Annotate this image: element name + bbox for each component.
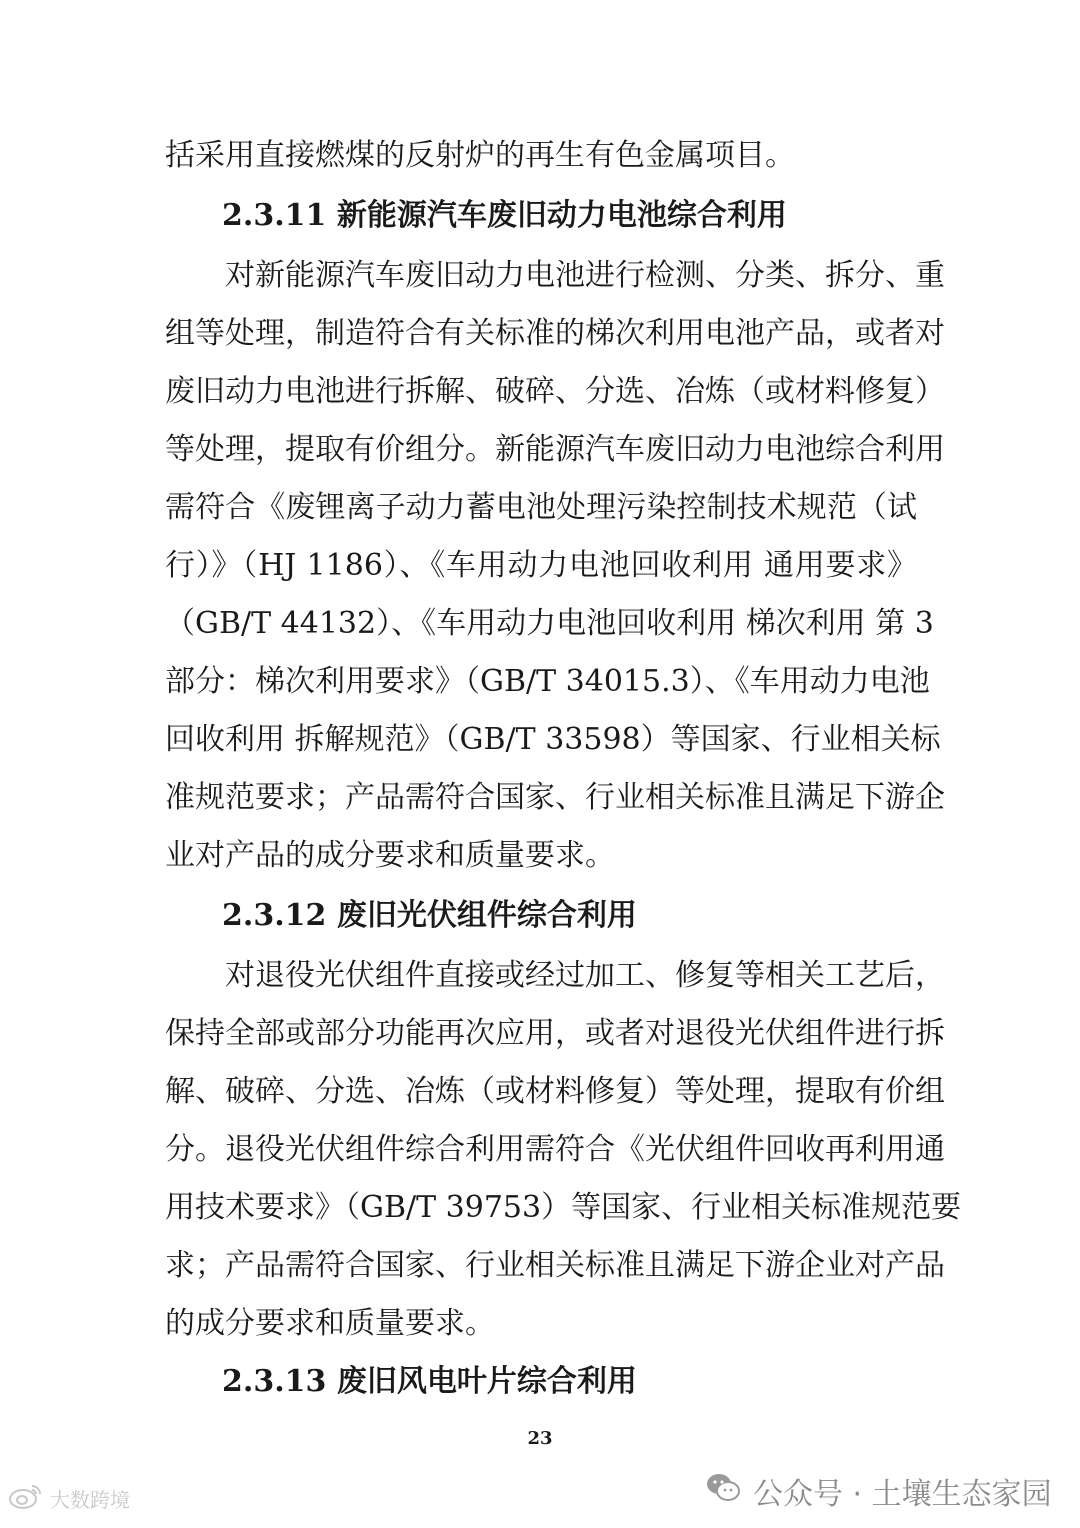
body-text-line: 需符合《废锂离子动力蓄电池处理污染控制技术规范（试 bbox=[165, 490, 917, 525]
body-text-line: 组等处理，制造符合有关标准的梯次利用电池产品，或者对 bbox=[165, 316, 945, 351]
body-text-line: 对新能源汽车废旧动力电池进行检测、分类、拆分、重 bbox=[225, 258, 945, 293]
body-text-line: 括采用直接燃煤的反射炉的再生有色金属项目。 bbox=[165, 138, 795, 173]
wechat-icon bbox=[705, 1471, 741, 1511]
section-heading: 2.3.12 废旧光伏组件综合利用 bbox=[222, 898, 637, 933]
body-text-line: 解、破碎、分选、冶炼（或材料修复）等处理，提取有价组 bbox=[165, 1074, 945, 1109]
watermark-left-text: 大数跨境 bbox=[50, 1487, 130, 1512]
watermark-left bbox=[8, 1480, 130, 1516]
body-text-line: 求；产品需符合国家、行业相关标准且满足下游企业对产品 bbox=[165, 1248, 945, 1283]
body-text-line: 业对产品的成分要求和质量要求。 bbox=[165, 838, 615, 873]
body-text-line: 行）》（HJ 1186）、《车用动力电池回收利用 通用要求》 bbox=[165, 548, 917, 583]
body-text-line: 等处理，提取有价组分。新能源汽车废旧动力电池综合利用 bbox=[165, 432, 945, 467]
body-text-line: 保持全部或部分功能再次应用，或者对退役光伏组件进行拆 bbox=[165, 1016, 945, 1051]
body-text-line: （GB/T 44132）、《车用动力电池回收利用 梯次利用 第 3 bbox=[165, 606, 934, 641]
body-text-line: 部分：梯次利用要求》（GB/T 34015.3）、《车用动力电池 bbox=[165, 664, 930, 699]
section-heading: 2.3.13 废旧风电叶片综合利用 bbox=[222, 1364, 637, 1399]
body-text-line: 对退役光伏组件直接或经过加工、修复等相关工艺后， bbox=[225, 958, 945, 993]
body-text-line: 回收利用 拆解规范》（GB/T 33598）等国家、行业相关标 bbox=[165, 722, 941, 757]
body-text-line: 的成分要求和质量要求。 bbox=[165, 1306, 495, 1341]
watermark-right-text: 公众号 · 土壤生态家园 bbox=[753, 1477, 1052, 1512]
watermark-right bbox=[705, 1466, 1052, 1516]
body-text-line: 分。退役光伏组件综合利用需符合《光伏组件回收再利用通 bbox=[165, 1132, 945, 1167]
section-heading: 2.3.11 新能源汽车废旧动力电池综合利用 bbox=[222, 198, 787, 233]
body-text-line: 准规范要求；产品需符合国家、行业相关标准且满足下游企 bbox=[165, 780, 945, 815]
body-text-line: 用技术要求》（GB/T 39753）等国家、行业相关标准规范要 bbox=[165, 1190, 962, 1225]
weibo-icon bbox=[8, 1483, 42, 1514]
page-number: 23 bbox=[527, 1428, 553, 1449]
body-text-line: 废旧动力电池进行拆解、破碎、分选、冶炼（或材料修复） bbox=[165, 374, 945, 409]
